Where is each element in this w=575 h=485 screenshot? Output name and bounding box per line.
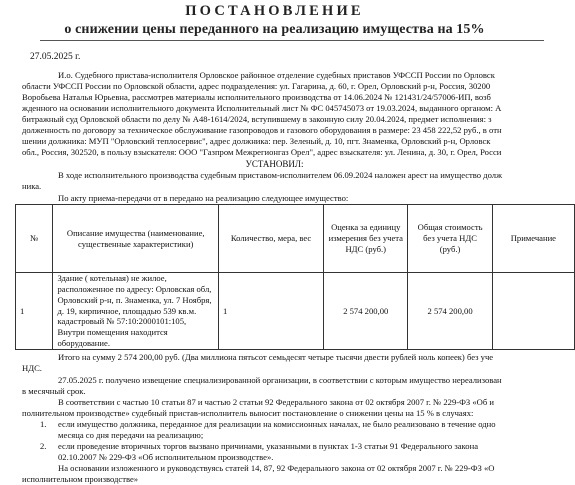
- arrest-line: ника.: [22, 181, 42, 191]
- col-header-note: Примечание: [492, 205, 574, 273]
- col-header-total: Общая стоимость без учета НДС (руб.): [408, 205, 492, 273]
- basis-line: исполнительном производстве»: [22, 474, 139, 484]
- law-line: полнительном производстве» судебный пристав-исполнитель выносит постановление о снижении цены на 15 % в случаях:: [22, 408, 474, 418]
- cell-description: Здание ( котельная) не жилое, расположенное по адресу: Орловская обл, Орловский р-н, п. Знаменка, ул. 7 Ноября, д. 19, кирпичное, площадью 539 кв.м. кадастровый № 57:10:2000101:105, Внутри помещения находится оборудование.: [53, 273, 219, 350]
- intro-line: Воробьева Наталья Юрьевна, рассмотрев материалы исполнительного производства от 14.06.2024 № 121431/24/57006-ИП, возб: [22, 92, 491, 102]
- cell-total: 2 574 200,00: [408, 273, 492, 350]
- table-row: [16, 273, 575, 350]
- intro-line: И.о. Судебного пристава-исполнителя Орловское районное отделение судебных приставов УФССП России по Орловск: [58, 70, 495, 80]
- notice-line: в месячный срок.: [22, 386, 86, 396]
- arrest-line: В ходе исполнительного производства судебным приставом-исполнителем 06.09.2024 наложен арест на имущество долж: [58, 170, 503, 180]
- document-title: ПОСТАНОВЛЕНИЕ: [185, 3, 364, 19]
- intro-line: обл., Россия, 302520, в пользу взыскателя: ООО "Газпром Межрегионгаз Орел", адрес взыскателя: ул. Ленина, д. 30, г. Орел, Росси: [22, 147, 502, 157]
- document-subtitle: о снижении цены переданного на реализацию имущества на 15%: [64, 22, 485, 37]
- basis-line: На основании изложенного и руководствуясь статей 14, 87, 92 Федерального закона от 02 октября 2007 г. № 229-ФЗ «О: [58, 463, 495, 473]
- table-header-row: [16, 205, 575, 273]
- case-number: 1.: [40, 419, 47, 429]
- case-line: если проведение вторичных торгов вызвано причинами, указанными в пунктах 1-3 статьи 91 Федерального закона: [58, 441, 479, 451]
- property-table: [15, 204, 575, 350]
- intro-line: области УФССП России по Орловской области, адрес подразделения: ул. Гагарина, д. 60, г. Орел, Орловский р-н, Россия, 30200: [22, 81, 491, 91]
- intro-line: шении должника: МУП "Орловский теплосервис", адрес должника: пер. Зеленый, д. 10, пгт. Знаменка, Орловский р-н, Орловск: [22, 136, 491, 146]
- intro-line: жденного на основании исполнительного документа Исполнительный лист № ФС 045745073 от 19.03.2024, выданного органом: А: [22, 103, 502, 113]
- intro-line: битражный суд Орловской области по делу № А48-1614/2024, вступившему в законную силу 20.04.2024, предмет исполнения: з: [22, 114, 492, 124]
- law-line: В соответствии с частью 10 статьи 87 и частью 2 статьи 92 Федерального закона от 02 октября 2007 г. № 229-ФЗ «Об и: [58, 397, 494, 407]
- section-heading-ustanovil: УСТАНОВИЛ:: [245, 159, 304, 169]
- cell-unit-price: 2 574 200,00: [324, 273, 408, 350]
- total-line: НДС.: [22, 363, 42, 373]
- notice-line: 27.05.2025 г. получено извещение специализированной организации, в соответствии с которым имущество нереализован: [58, 375, 502, 385]
- cell-note: [492, 273, 574, 350]
- col-header-unit-price: Оценка за единицу измерения без учета НДС (руб.): [324, 205, 408, 273]
- case-number: 2.: [40, 441, 47, 451]
- transfer-line: По акту приема-передачи от в передано на реализацию следующее имущество:: [58, 193, 349, 203]
- col-header-description: Описание имущества (наименование, существенные характеристики): [53, 205, 219, 273]
- document-date: 27.05.2025 г.: [30, 52, 81, 62]
- cell-quantity: 1: [218, 273, 323, 350]
- cell-number: 1: [16, 273, 53, 350]
- intro-line: долженность по договору за техническое обслуживание газопроводов и газового оборудования в размере: 23 458 222,52 руб., в отн: [22, 125, 502, 135]
- case-line: месяца со дня передачи на реализацию;: [58, 430, 204, 440]
- total-line: Итого на сумму 2 574 200,00 руб. (Два миллиона пятьсот семьдесят четыре тысячи двести рублей ноль копеек) без уче: [58, 352, 494, 362]
- col-header-quantity: Количество, мера, вес: [218, 205, 323, 273]
- case-line: 02.10.2007 № 229-ФЗ «Об исполнительном производстве».: [58, 452, 274, 462]
- case-line: если имущество должника, переданное для реализации на комиссионных началах, не было реализовано в течение одно: [58, 419, 496, 429]
- col-header-number: №: [16, 205, 53, 273]
- title-underline: [40, 40, 544, 41]
